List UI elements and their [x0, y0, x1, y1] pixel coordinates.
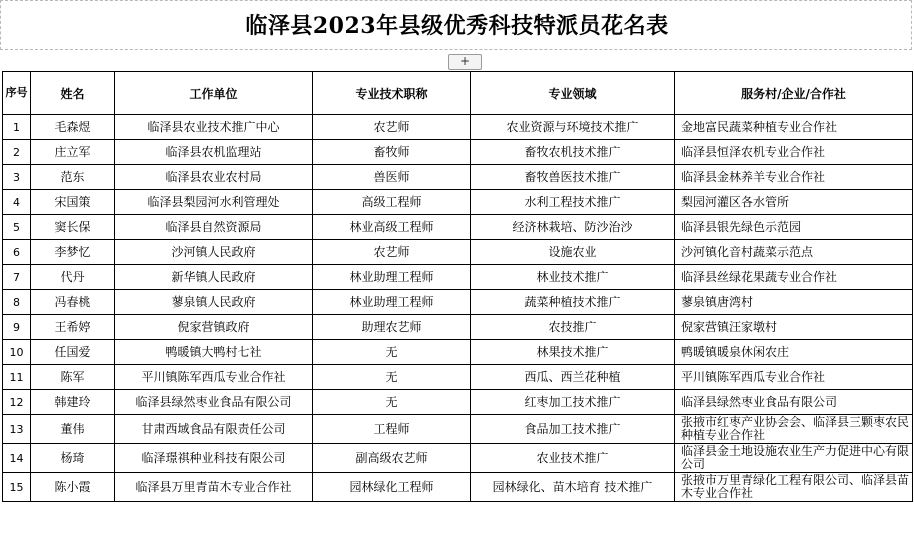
header-index: 序号 — [3, 72, 31, 115]
cell-workplace: 临泽县万里青苗木专业合作社 — [115, 473, 313, 502]
header-name: 姓名 — [31, 72, 115, 115]
cell-index: 4 — [3, 190, 31, 215]
cell-index: 9 — [3, 315, 31, 340]
cell-title: 畜牧师 — [313, 140, 471, 165]
table-row — [3, 365, 913, 390]
table-row — [3, 190, 913, 215]
cell-field: 农技推广 — [471, 315, 675, 340]
cell-field: 林业技术推广 — [471, 265, 675, 290]
cell-service: 倪家营镇汪家墩村 — [675, 315, 913, 340]
table-row — [3, 315, 913, 340]
cell-title: 高级工程师 — [313, 190, 471, 215]
cell-workplace: 甘肃西域食品有限责任公司 — [115, 415, 313, 444]
cell-title: 助理农艺师 — [313, 315, 471, 340]
cell-workplace: 蓼泉镇人民政府 — [115, 290, 313, 315]
table-header-row — [3, 72, 913, 115]
cell-index: 3 — [3, 165, 31, 190]
cell-field: 林果技术推广 — [471, 340, 675, 365]
cell-title: 农艺师 — [313, 115, 471, 140]
cell-index: 6 — [3, 240, 31, 265]
cell-workplace: 临泽县农机监理站 — [115, 140, 313, 165]
cell-index: 12 — [3, 390, 31, 415]
header-field: 专业领域 — [471, 72, 675, 115]
cell-title: 园林绿化工程师 — [313, 473, 471, 502]
cell-workplace: 临泽县农业技术推广中心 — [115, 115, 313, 140]
table-row — [3, 140, 913, 165]
cell-field: 水利工程技术推广 — [471, 190, 675, 215]
cell-field: 红枣加工技术推广 — [471, 390, 675, 415]
cell-service: 临泽县金林养羊专业合作社 — [675, 165, 913, 190]
cell-field: 设施农业 — [471, 240, 675, 265]
cell-service: 张掖市红枣产业协会会、临泽县三颗枣农民种植专业合作社 — [675, 415, 913, 444]
cell-index: 13 — [3, 415, 31, 444]
cell-service: 梨园河灌区各水管所 — [675, 190, 913, 215]
cell-name: 王希婷 — [31, 315, 115, 340]
cell-name: 董伟 — [31, 415, 115, 444]
header-service: 服务村/企业/合作社 — [675, 72, 913, 115]
cell-name: 范东 — [31, 165, 115, 190]
cell-workplace: 沙河镇人民政府 — [115, 240, 313, 265]
cell-workplace: 平川镇陈军西瓜专业合作社 — [115, 365, 313, 390]
cell-service: 平川镇陈军西瓜专业合作社 — [675, 365, 913, 390]
cell-workplace: 临泽县梨园河水利管理处 — [115, 190, 313, 215]
cell-field: 农业技术推广 — [471, 444, 675, 473]
title-box — [0, 0, 912, 50]
table-row — [3, 265, 913, 290]
cell-service: 临泽县恒泽农机专业合作社 — [675, 140, 913, 165]
cell-index: 11 — [3, 365, 31, 390]
cell-index: 7 — [3, 265, 31, 290]
cell-workplace: 临泽县自然资源局 — [115, 215, 313, 240]
cell-name: 李梦忆 — [31, 240, 115, 265]
cell-workplace: 鸭暖镇大鸭村七社 — [115, 340, 313, 365]
cell-name: 韩建玲 — [31, 390, 115, 415]
table-row — [3, 444, 913, 473]
cell-field: 蔬菜种植技术推广 — [471, 290, 675, 315]
cell-field: 经济林栽培、防沙治沙 — [471, 215, 675, 240]
cell-workplace: 临泽县绿然枣业食品有限公司 — [115, 390, 313, 415]
cell-title: 副高级农艺师 — [313, 444, 471, 473]
cell-name: 陈小霞 — [31, 473, 115, 502]
cell-title: 无 — [313, 365, 471, 390]
cell-title: 林业高级工程师 — [313, 215, 471, 240]
expand-button[interactable]: + — [448, 54, 482, 70]
cell-workplace: 临泽县农业农村局 — [115, 165, 313, 190]
cell-index: 14 — [3, 444, 31, 473]
cell-name: 庄立军 — [31, 140, 115, 165]
table-row — [3, 215, 913, 240]
cell-name: 陈军 — [31, 365, 115, 390]
cell-service: 临泽县银先绿色示范园 — [675, 215, 913, 240]
cell-name: 代丹 — [31, 265, 115, 290]
cell-title: 工程师 — [313, 415, 471, 444]
cell-service: 沙河镇化音村蔬菜示范点 — [675, 240, 913, 265]
cell-service: 张掖市万里青绿化工程有限公司、临泽县苗木专业合作社 — [675, 473, 913, 502]
table-row — [3, 473, 913, 502]
cell-service: 临泽县金土地设施农业生产力促进中心有限公司 — [675, 444, 913, 473]
cell-service: 鸭暖镇暖泉休闲农庄 — [675, 340, 913, 365]
cell-field: 农业资源与环境技术推广 — [471, 115, 675, 140]
header-workplace: 工作单位 — [115, 72, 313, 115]
table-row — [3, 390, 913, 415]
cell-name: 冯春桃 — [31, 290, 115, 315]
table-row — [3, 415, 913, 444]
table-row — [3, 340, 913, 365]
cell-workplace: 倪家营镇政府 — [115, 315, 313, 340]
cell-index: 8 — [3, 290, 31, 315]
cell-index: 5 — [3, 215, 31, 240]
cell-name: 窦长保 — [31, 215, 115, 240]
cell-index: 1 — [3, 115, 31, 140]
cell-field: 畜牧农机技术推广 — [471, 140, 675, 165]
roster-table — [2, 71, 913, 502]
cell-name: 毛森煜 — [31, 115, 115, 140]
cell-field: 园林绿化、苗木培育 技术推广 — [471, 473, 675, 502]
cell-title: 兽医师 — [313, 165, 471, 190]
cell-service: 蓼泉镇唐湾村 — [675, 290, 913, 315]
cell-workplace: 新华镇人民政府 — [115, 265, 313, 290]
cell-title: 无 — [313, 390, 471, 415]
cell-field: 畜牧兽医技术推广 — [471, 165, 675, 190]
cell-index: 15 — [3, 473, 31, 502]
cell-workplace: 临泽璟祺种业科技有限公司 — [115, 444, 313, 473]
cell-title: 无 — [313, 340, 471, 365]
page-title: 临泽县2023年县级优秀科技特派员花名表 — [245, 13, 669, 39]
cell-service: 金地富民蔬菜种植专业合作社 — [675, 115, 913, 140]
table-row — [3, 290, 913, 315]
cell-title: 农艺师 — [313, 240, 471, 265]
cell-index: 10 — [3, 340, 31, 365]
cell-name: 杨琦 — [31, 444, 115, 473]
cell-field: 食品加工技术推广 — [471, 415, 675, 444]
cell-title: 林业助理工程师 — [313, 265, 471, 290]
cell-service: 临泽县丝绿花果蔬专业合作社 — [675, 265, 913, 290]
cell-field: 西瓜、西兰花种植 — [471, 365, 675, 390]
cell-name: 任国爱 — [31, 340, 115, 365]
table-row — [3, 240, 913, 265]
header-title: 专业技术职称 — [313, 72, 471, 115]
cell-service: 临泽县绿然枣业食品有限公司 — [675, 390, 913, 415]
cell-index: 2 — [3, 140, 31, 165]
table-row — [3, 115, 913, 140]
cell-title: 林业助理工程师 — [313, 290, 471, 315]
cell-name: 宋国策 — [31, 190, 115, 215]
table-row — [3, 165, 913, 190]
